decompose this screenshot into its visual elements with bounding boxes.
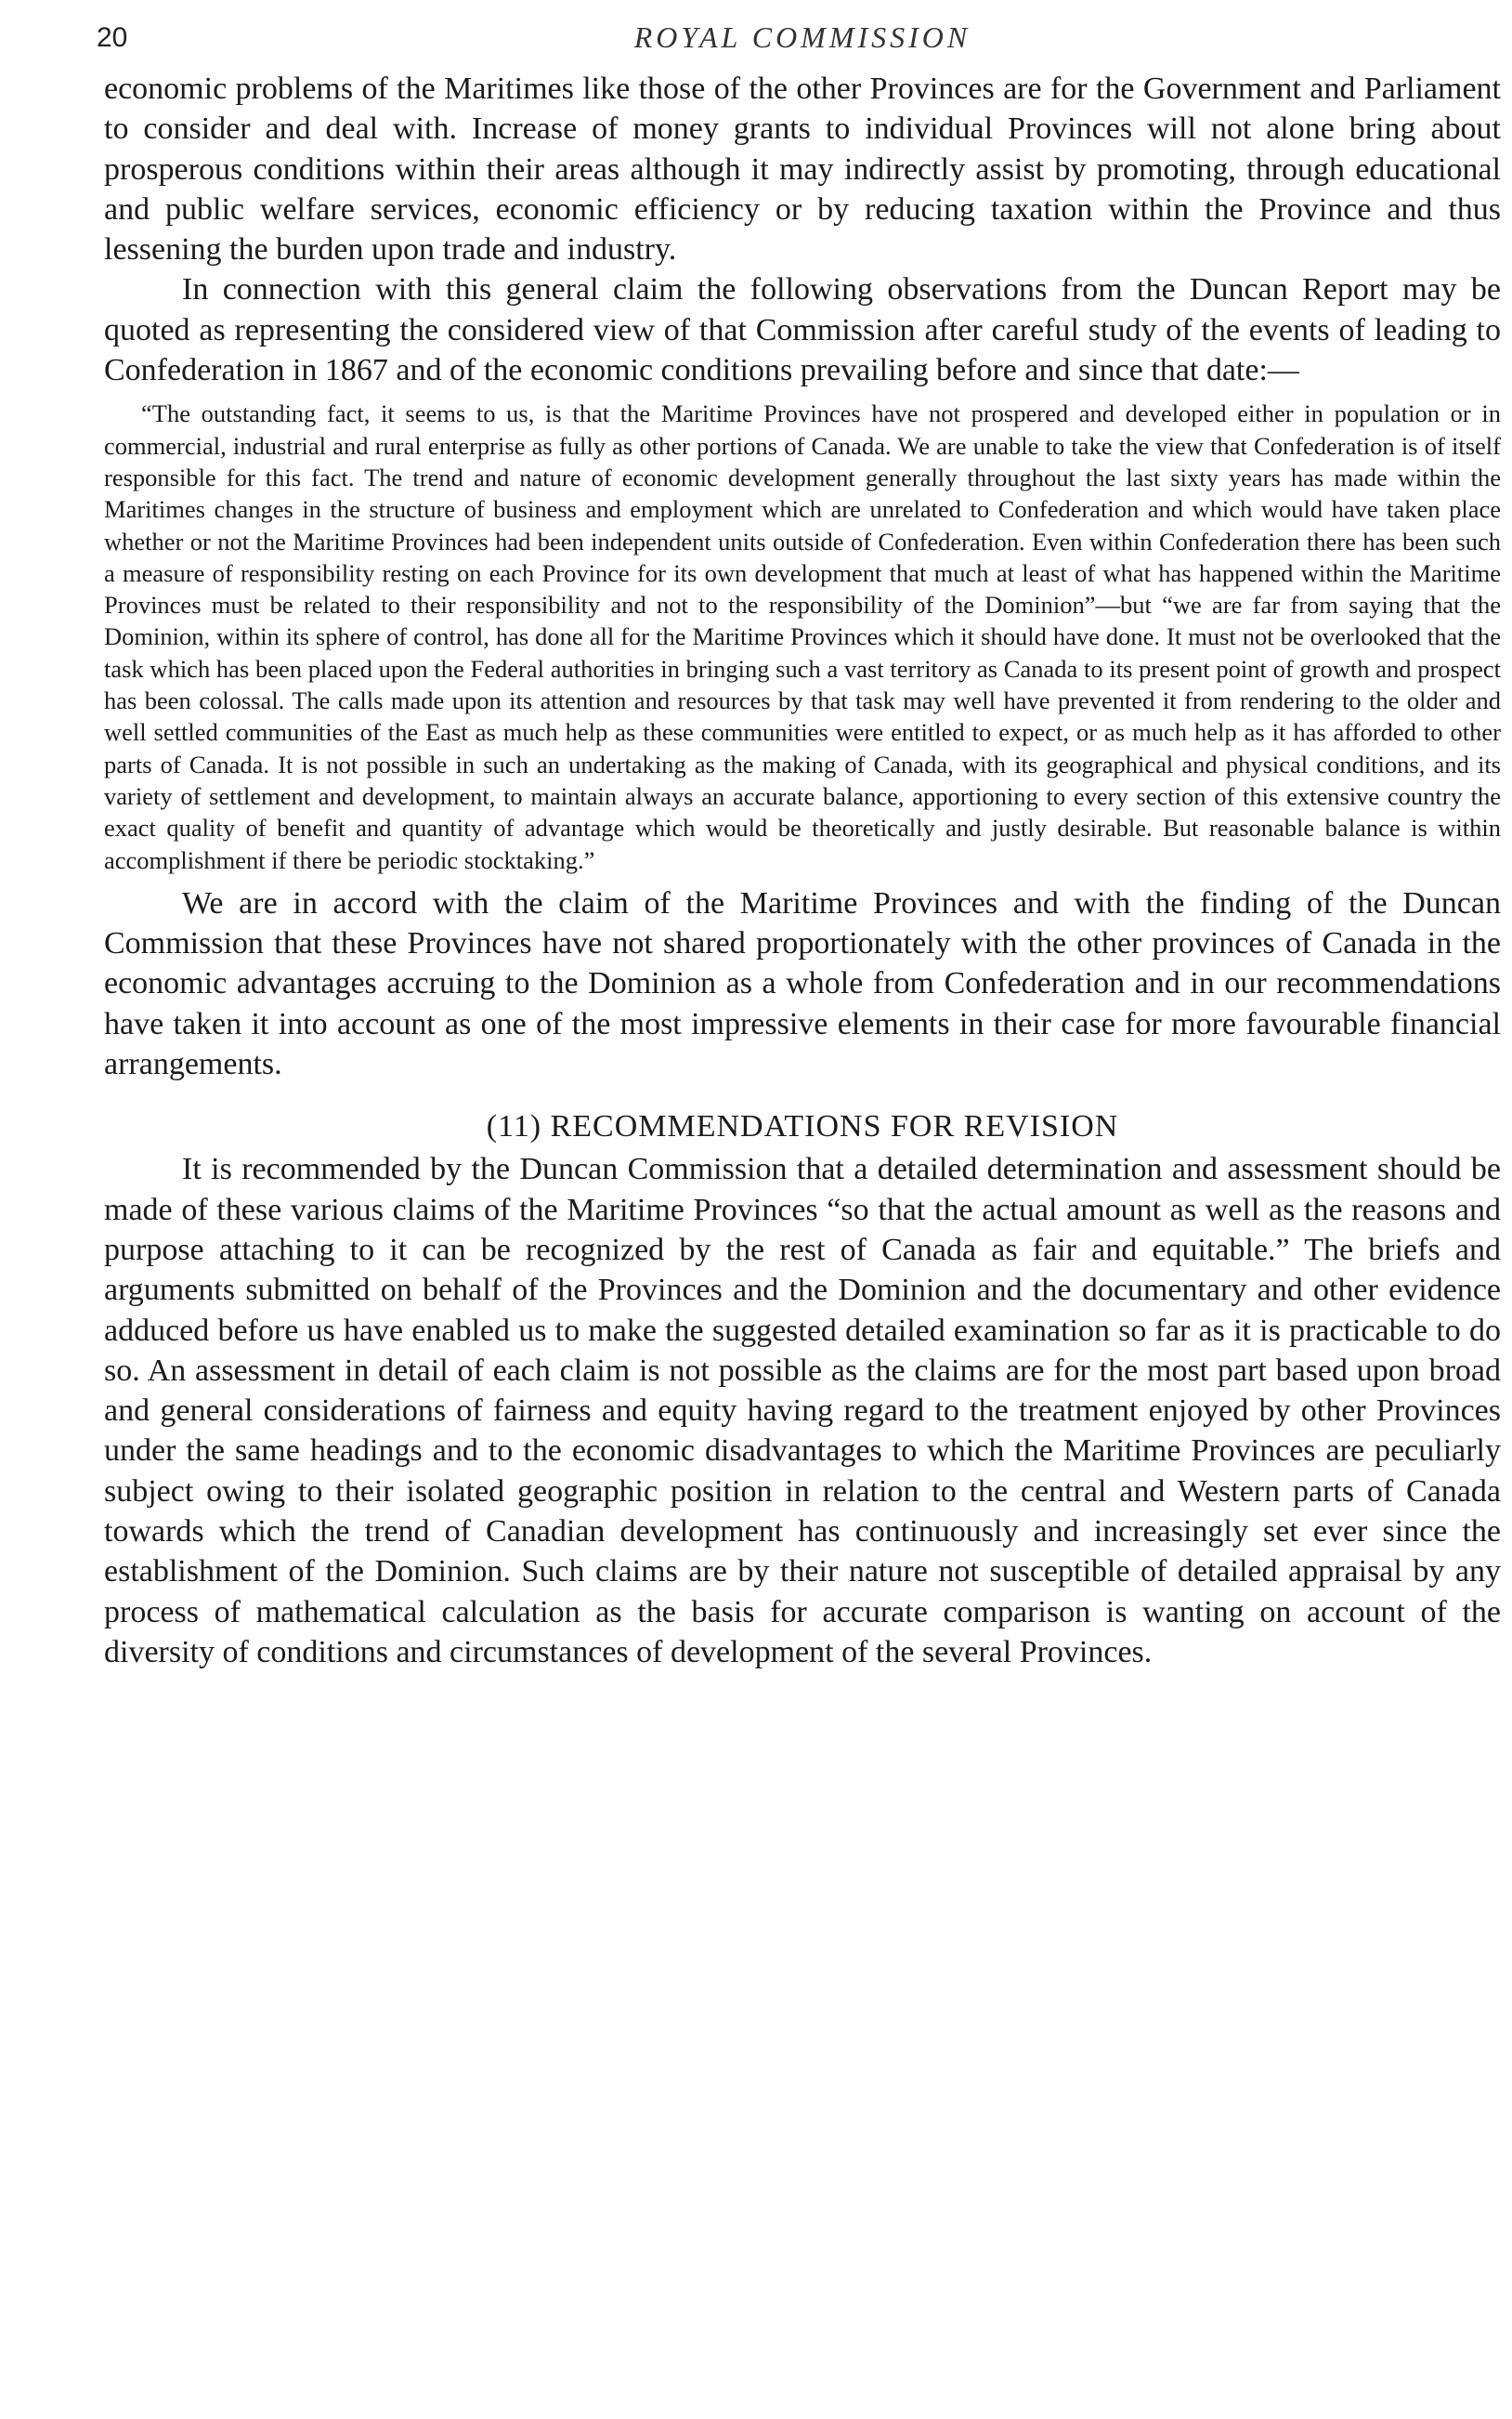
page-number: 20 <box>97 22 128 53</box>
page-header <box>97 17 1501 69</box>
paragraph-continuation: economic problems of the Maritimes like those of the other Provinces are for the Government and Parliament to consider and deal with. Increase of money grants to individual Provinces will not alone bring about prosperous conditions within their areas although it may indirectly assist by promoting, through educational and public welfare services, economic efficiency or by reducing taxation within the Province and thus lessening the burden upon trade and industry. <box>104 72 1501 268</box>
section-heading: (11) RECOMMENDATIONS FOR REVISION <box>486 1109 1119 1144</box>
running-title: ROYAL COMMISSION <box>633 20 971 54</box>
paragraph-recommendations: It is recommended by the Duncan Commission that a detailed determination and assessment should be made of these various claims of the Maritime Provinces “so that the actual amount as well as the reasons and purpose attaching to it can be recognized by the rest of Canada as fair and equitable.” The briefs and arguments submitted on behalf of the Provinces and the Dominion and the documentary and other evidence adduced before us have enabled us to make the suggested detailed examination so far as it is practicable to do so. An assessment in detail of each claim is not possible as the claims are for the most part based upon broad and general considerations of fairness and equity having regard to the treatment enjoyed by other Provinces under the same headings and to the economic disadvantages to which the Maritime Provinces are peculiarly subject owing to their isolated geographic position in relation to the central and Western parts of Canada towards which the trend of Canadian development has continuously and increasingly set ever since the establishment of the Dominion. Such claims are by their nature not susceptible of detailed appraisal by any process of mathematical calculation as the basis for accurate comparison is wanting on account of the diversity of conditions and circumstances of development of the several Provinces. <box>104 1152 1501 1669</box>
block-quote-duncan-report: “The outstanding fact, it seems to us, is that the Maritime Provinces have not prospered and developed either in population or in commercial, industrial and rural enterprise as fully as other portions of Canada. We are unable to take the view that Confederation is of itself responsible for this fact. The trend and nature of economic development generally throughout the last sixty years has made within the Maritimes changes in the structure of business and employment which are unrelated to Confederation and which would have taken place whether or not the Maritime Provinces had been independent units outside of Confederation. Even within Confederation there has been such a measure of responsibility resting on each Province for its own development that much at least of what has happened within the Maritime Provinces must be related to their responsibility and not to the responsibility of the Dominion”—but “we are far from saying that the Dominion, within its sphere of control, has done all for the Maritime Provinces which it should have done. It must not be overlooked that the task which has been placed upon the Federal authorities in bringing such a vast territory as Canada to its present point of growth and prospect has been colossal. The calls made upon its attention and resources by that task may well have prevented it from rendering to the older and well settled communities of the East as much help as these communities were entitled to expect, or as much help as it has afforded to other parts of Canada. It is not possible in such an undertaking as the making of Canada, with its geographical and physical conditions, and its variety of settlement and development, to maintain always an accurate balance, apportioning to every section of this extensive country the exact quality of benefit and quantity of advantage which would be theoretically and justly desirable. But reasonable balance is within accomplishment if there be periodic stocktaking.” <box>104 399 1501 874</box>
document-page <box>97 17 1501 1672</box>
paragraph-duncan-report-intro: In connection with this general claim the following observations from the Duncan Report may be quoted as representing the considered view of that Commission after careful study of the events of leading to Confederation in 1867 and of the economic conditions prevailing before and since that date:— <box>104 272 1501 388</box>
paragraph-accord: We are in accord with the claim of the Maritime Provinces and with the finding of the Duncan Commission that these Provinces have not shared proportionately with the other provinces of Canada in the economic advantages accruing to the Dominion as a whole from Confederation and in our recommendations have taken it into account as one of the most impressive elements in their case for more favourable financial arrangements. <box>104 885 1501 1082</box>
